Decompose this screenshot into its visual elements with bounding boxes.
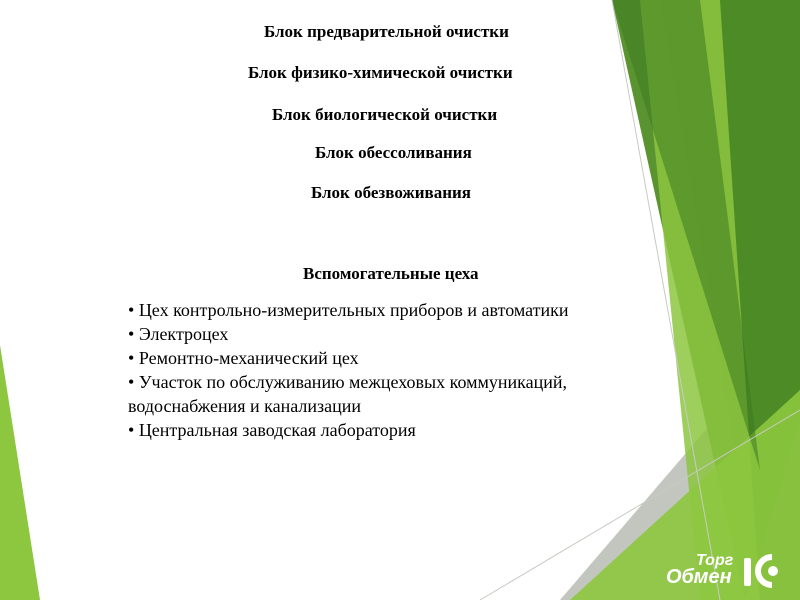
- logo-text-obmen: Обмен: [666, 566, 732, 588]
- heading-desalination: Блок обессоливания: [315, 143, 472, 162]
- heading-dewatering: Блок обезвоживания: [311, 183, 471, 202]
- heading-biological: Блок биологической очистки: [272, 105, 498, 124]
- logo-mark-icon: [742, 552, 784, 590]
- heading-physchem: Блок физико-химической очистки: [248, 63, 513, 82]
- logo-text-torg: Торг: [696, 552, 734, 569]
- torgobmen-logo: [664, 552, 794, 592]
- list-item: • Центральная заводская лаборатория: [128, 418, 648, 442]
- heading-pretreatment: Блок предварительной очистки: [264, 22, 509, 41]
- list-item: • Электроцех: [128, 322, 648, 346]
- auxiliary-shops-list: [128, 298, 648, 442]
- heading-auxiliary-shops: Вспомогательные цеха: [303, 264, 479, 283]
- list-item: • Ремонтно-механический цех: [128, 346, 648, 370]
- list-item: • Участок по обслуживанию межцеховых коммуникаций, водоснабжения и канализации: [128, 370, 648, 418]
- list-item: • Цех контрольно-измерительных приборов и автоматики: [128, 298, 648, 322]
- left-green-stripe: [0, 345, 40, 600]
